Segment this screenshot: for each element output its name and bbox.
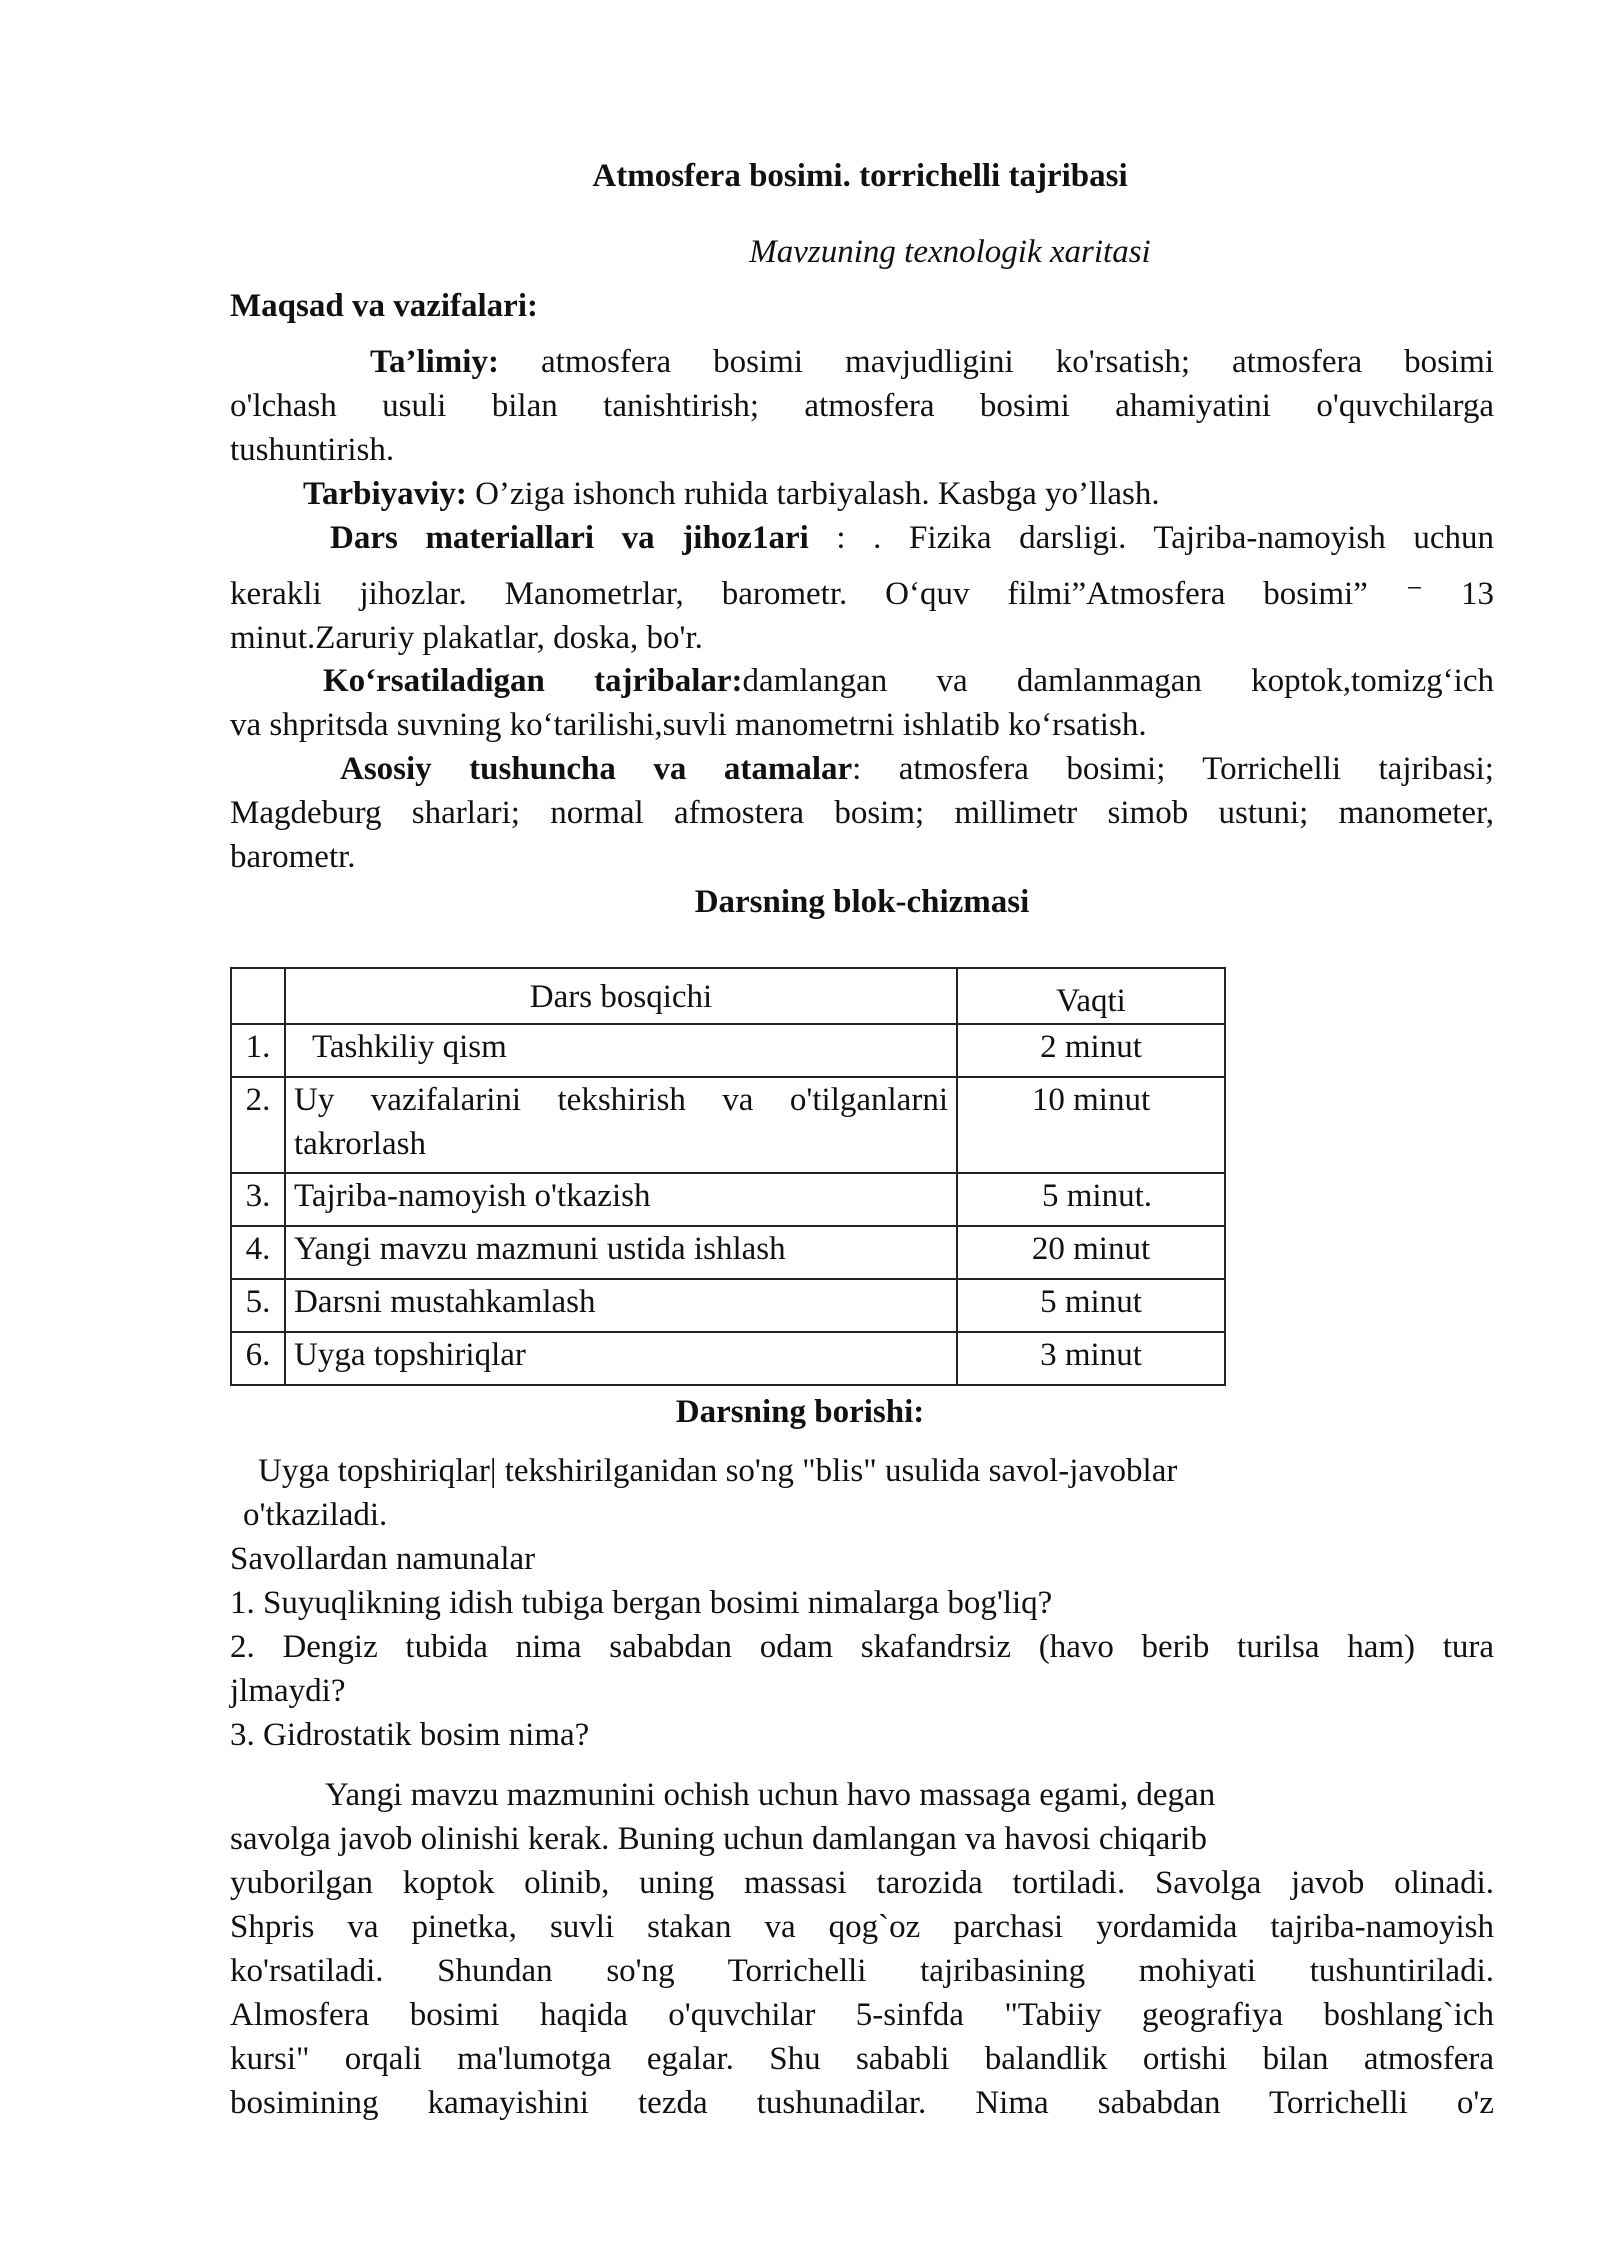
talimiy-line-3: tushuntirish. — [230, 432, 395, 468]
table-header-time: Vaqti — [957, 968, 1225, 1024]
final-paragraph-line-7: kursi" orqali ma'lumotga egalar. Shu sababli balandlik ortishi bilan atmosfera — [230, 2041, 1494, 2077]
questions-heading: Savollardan namunalar — [230, 1541, 536, 1577]
experiments-line-2: va shpritsda suvning ko‘tarilishi,suvli manometrni ishlatib ko‘rsatish. — [230, 707, 1147, 743]
row-number: 4. — [231, 1226, 285, 1279]
row-time: 10 minut — [957, 1077, 1225, 1173]
row-stage-line-2: takrorlash — [294, 1126, 426, 1162]
row-time: 5 minut — [957, 1279, 1225, 1332]
document-title: Atmosfera bosimi. torrichelli tajribasi — [592, 158, 1128, 194]
goals-heading: Maqsad va vazifalari: — [230, 288, 538, 324]
course-heading: Darsning borishi: — [675, 1394, 925, 1430]
final-paragraph-line-4: Shpris va pinetka, suvli stakan va qog`oz parchasi yordamida tajriba-namoyish — [230, 1909, 1494, 1945]
concepts-label: Asosiy tushuncha va atamalar — [340, 751, 853, 787]
tarbiyaviy-label: Tarbiyaviy: — [303, 476, 467, 512]
final-paragraph-line-1: Yangi mavzu mazmunini ochish uchun havo massaga egami, degan — [325, 1777, 1216, 1813]
course-intro-line-1: Uyga topshiriqlar| tekshirilganidan so'ng "blis" usulida savol-javoblar — [258, 1453, 1178, 1489]
experiments-text: damlangan va damlanmagan koptok,tomizg‘ich — [742, 663, 1494, 699]
row-stage: Tajriba-namoyish o'tkazish — [285, 1173, 957, 1226]
document-subtitle: Mavzuning texnologik xaritasi — [749, 234, 1151, 270]
row-number: 2. — [231, 1077, 285, 1173]
talimiy-line-1 — [370, 340, 1494, 384]
lesson-block-table — [230, 967, 1226, 1386]
row-stage: Yangi mavzu mazmuni ustida ishlash — [285, 1226, 957, 1279]
final-paragraph-line-6: Almosfera bosimi haqida o'quvchilar 5-sinfda "Tabiiy geografiya boshlang`ich — [230, 1997, 1494, 2033]
concepts-line-3: barometr. — [230, 839, 356, 875]
materials-line-1 — [330, 516, 1494, 560]
row-stage: Tashkiliy qism — [285, 1024, 957, 1077]
materials-line-2: kerakli jihozlar. Manometrlar, barometr. O‘quv filmi”Atmosfera bosimi” ⁻ 13 — [230, 576, 1494, 612]
final-paragraph-line-2: savolga javob olinishi kerak. Buning uchun damlangan va havosi chiqarib — [230, 1821, 1207, 1857]
materials-text: : . Fizika darsligi. Tajriba-namoyish uchun — [808, 520, 1494, 556]
final-paragraph-line-3: yuborilgan koptok olinib, uning massasi tarozida tortiladi. Savolga javob olinadi. — [230, 1865, 1494, 1901]
materials-line-3: minut.Zaruriy plakatlar, doska, bo'r. — [230, 620, 703, 656]
row-number: 1. — [231, 1024, 285, 1077]
talimiy-label: Ta’limiy: — [370, 344, 499, 380]
final-paragraph-line-8: bosimining kamayishini tezda tushunadilar. Nima sababdan Torrichelli o'z — [230, 2085, 1494, 2121]
question-2-continued: jlmaydi? — [230, 1673, 346, 1709]
row-stage-line-1: Uy vazifalarini tekshirish va o'tilganlarni — [294, 1082, 948, 1118]
question-2: 2. Dengiz tubida nima sababdan odam skafandrsiz (havo berib turilsa ham) tura — [230, 1629, 1494, 1665]
concepts-text: : atmosfera bosimi; Torrichelli tajribasi; — [852, 751, 1494, 787]
table-header-num — [231, 968, 285, 1024]
talimiy-line-2: o'lchash usuli bilan tanishtirish; atmosfera bosimi ahamiyatini o'quvchilarga — [230, 388, 1494, 424]
row-time: 5 minut. — [957, 1173, 1225, 1226]
concepts-line-2: Magdeburg sharlari; normal afmostera bosim; millimetr simob ustuni; manometer, — [230, 795, 1494, 831]
row-number: 3. — [231, 1173, 285, 1226]
table-row — [231, 1279, 1225, 1332]
tarbiyaviy-text: O’ziga ishonch ruhida tarbiyalash. Kasbga yo’llash. — [466, 476, 1160, 512]
row-time: 20 minut — [957, 1226, 1225, 1279]
question-1: 1. Suyuqlikning idish tubiga bergan bosimi nimalarga bog'liq? — [230, 1585, 1053, 1621]
table-header-stage: Dars bosqichi — [285, 968, 957, 1024]
table-row — [231, 1332, 1225, 1385]
talimiy-text: atmosfera bosimi mavjudligini ko'rsatish; atmosfera bosimi — [541, 344, 1495, 380]
final-paragraph-line-5: ko'rsatiladi. Shundan so'ng Torrichelli tajribasining mohiyati tushuntiriladi. — [230, 1953, 1494, 1989]
table-header-row — [231, 968, 1225, 1024]
experiments-line-1 — [323, 659, 1494, 703]
table-row — [231, 1226, 1225, 1279]
table-row — [231, 1173, 1225, 1226]
concepts-line-1 — [340, 747, 1494, 791]
table-row — [231, 1077, 1225, 1173]
materials-label: Dars materiallari va jihoz1ari — [330, 520, 809, 556]
table-row — [231, 1024, 1225, 1077]
tarbiyaviy-line — [303, 472, 1160, 516]
row-stage: Darsni mustahkamlash — [285, 1279, 957, 1332]
experiments-label: Ko‘rsatiladigan tajribalar: — [323, 663, 743, 699]
block-heading: Darsning blok-chizmasi — [694, 884, 1030, 920]
row-stage — [285, 1077, 957, 1173]
row-number: 5. — [231, 1279, 285, 1332]
row-time: 2 minut — [957, 1024, 1225, 1077]
row-stage: Uyga topshiriqlar — [285, 1332, 957, 1385]
row-time: 3 minut — [957, 1332, 1225, 1385]
course-intro-line-2: o'tkaziladi. — [243, 1497, 388, 1533]
row-number: 6. — [231, 1332, 285, 1385]
question-3: 3. Gidrostatik bosim nima? — [230, 1717, 590, 1753]
